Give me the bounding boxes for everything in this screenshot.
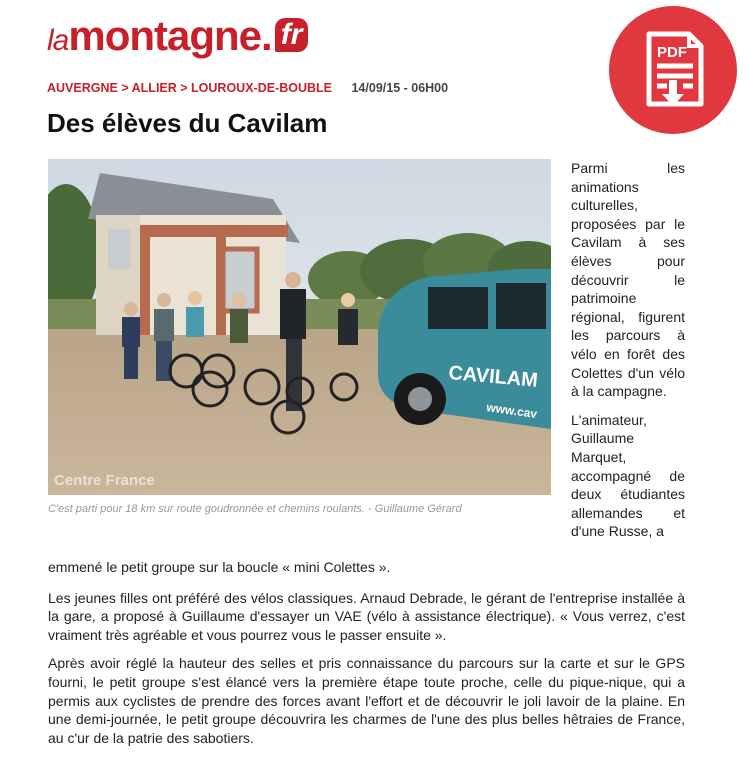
pdf-label: PDF bbox=[657, 44, 687, 61]
pdf-download-button[interactable] bbox=[609, 6, 737, 134]
breadcrumb-item-louroux[interactable]: LOUROUX-DE-BOUBLE bbox=[191, 81, 332, 95]
breadcrumb-separator: > bbox=[176, 81, 192, 95]
sidebar-paragraph: Parmi les animations culturelles, proposées par le Cavilam à ses élèves pour découvrir le patrimoine régional, figurent les parcours à vélo en forêt des Colettes d'un vélo à la campagne. bbox=[571, 160, 685, 400]
article-meta bbox=[47, 81, 448, 95]
van-url-text: www.cav bbox=[485, 400, 538, 422]
page-title: Des élèves du Cavilam bbox=[47, 108, 328, 138]
sidebar-text bbox=[571, 159, 685, 551]
body-paragraph: Après avoir réglé la hauteur des selles et pris connaissance du parcours sur la carte et sur le GPS fourni, le petit groupe s'est élancé vers la première étape toute proche, celle du pique-nique, qui a permis aux cyclistes de prendre des forces avant l'effort et de découvrir le joli lavoir de la plaine. En une demi-journée, le petit groupe découvrira les charmes de l'une des plus belles hêtraies de France, au c'ur de la patrie des sabotiers. bbox=[48, 655, 685, 746]
photo-caption: C'est parti pour 18 km sur route goudronnée et chemins roulants. - Guillaume Gérard bbox=[48, 503, 462, 515]
breadcrumb-separator: > bbox=[117, 81, 132, 95]
sidebar-paragraph: L'animateur, Guillaume Marquet, accompagné de deux étudiantes allemandes et d'une Russe, a bbox=[571, 411, 685, 540]
breadcrumb-item-allier[interactable]: ALLIER bbox=[131, 81, 177, 95]
logo-la: la bbox=[47, 24, 69, 57]
logo-montagne: montagne bbox=[68, 12, 262, 59]
body-paragraph: emmené le petit groupe sur la boucle « mini Colettes ». bbox=[48, 559, 391, 575]
logo-fr: fr bbox=[275, 18, 309, 52]
body-paragraph: Les jeunes filles ont préféré des vélos classiques. Arnaud Debrade, le gérant de l'entreprise installée à la gare, a proposé à Guillaume d'essayer un VAE (vélo à assistance électrique). « Vous verrez, c'est vraiment très agréable et vous pourrez vous le passer ensuite ». bbox=[48, 589, 685, 643]
van-logo-text: CAVILAM bbox=[447, 362, 539, 392]
breadcrumb bbox=[47, 81, 335, 95]
article-body bbox=[48, 558, 685, 757]
article-date: 14/09/15 - 06H00 bbox=[351, 81, 449, 95]
pdf-icon bbox=[609, 6, 737, 134]
breadcrumb-item-auvergne[interactable]: AUVERGNE bbox=[47, 81, 118, 95]
article-photo bbox=[48, 159, 551, 495]
photo-watermark: Centre France bbox=[54, 472, 155, 489]
logo-dot: . bbox=[261, 12, 273, 59]
site-logo[interactable] bbox=[47, 12, 308, 64]
